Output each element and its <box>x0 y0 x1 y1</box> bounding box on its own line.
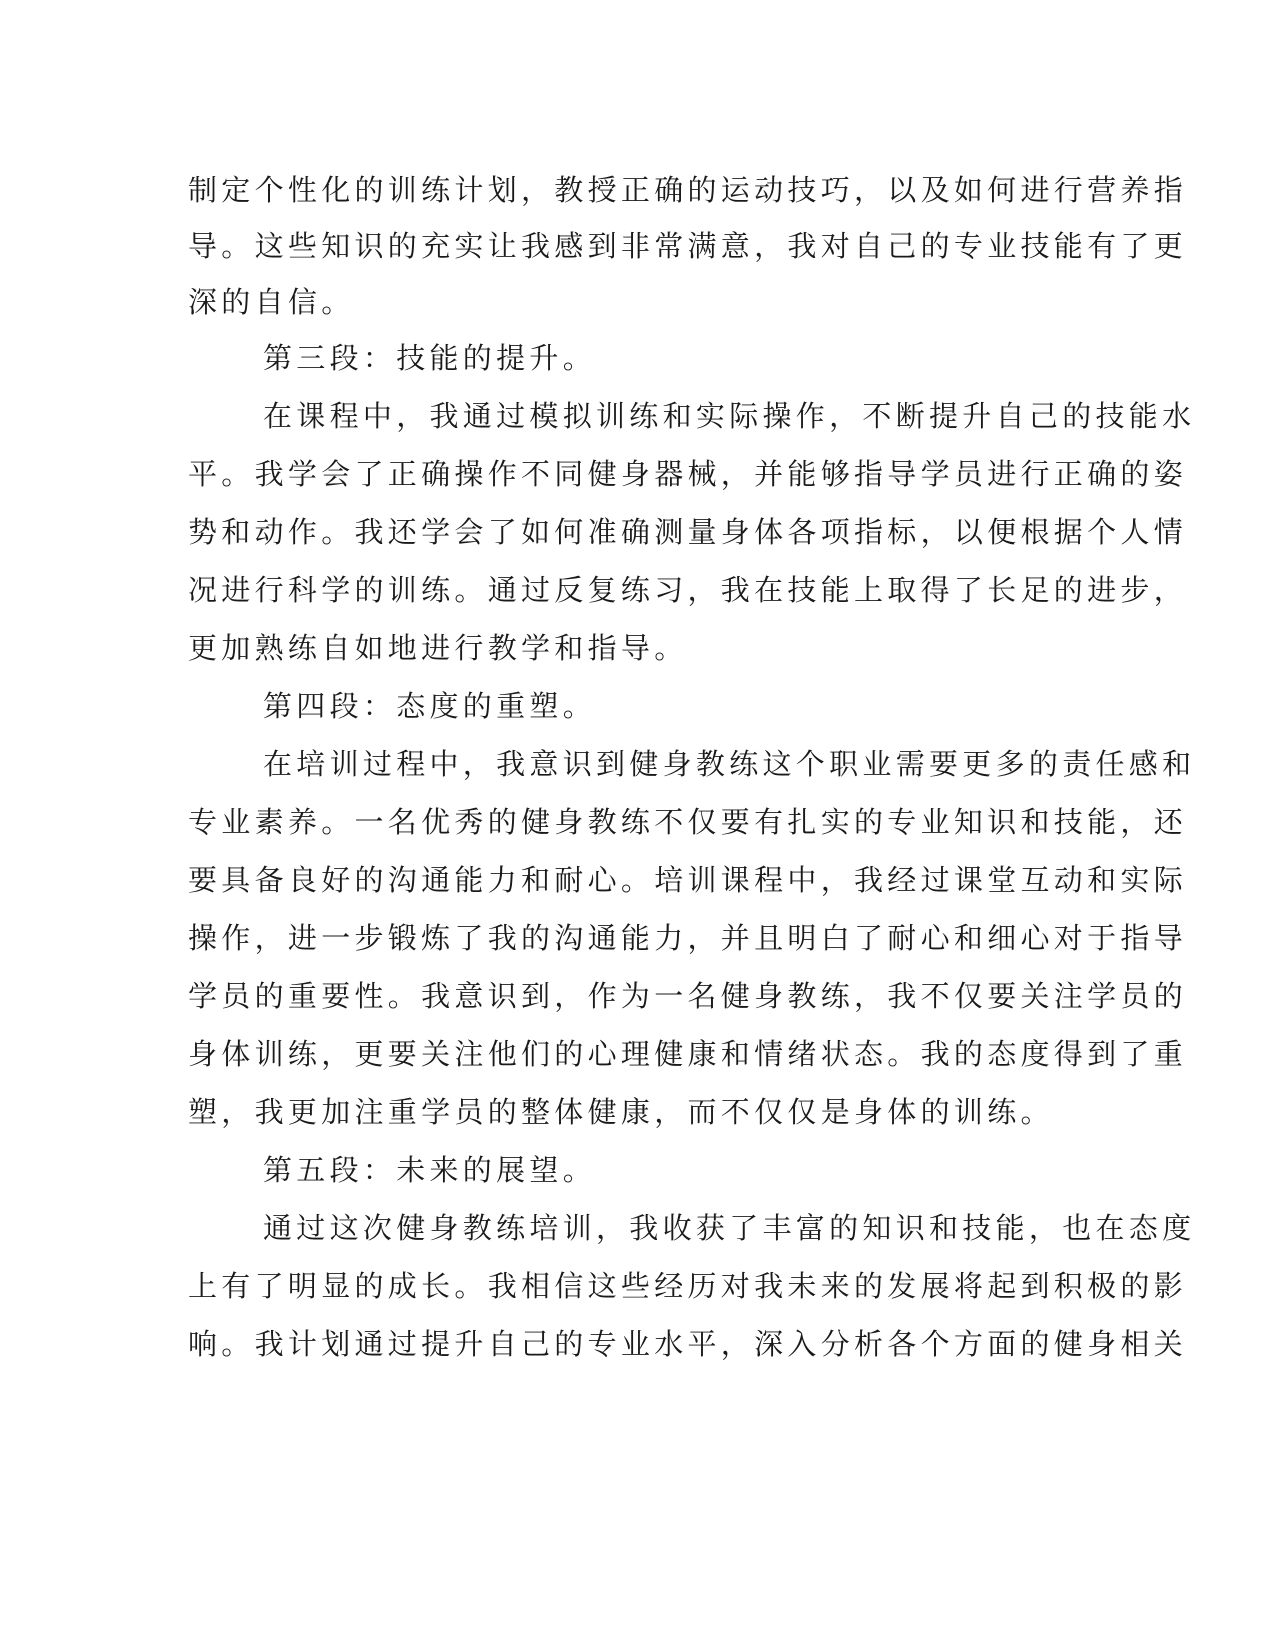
text-line: 势和动作。我还学会了如何准确测量身体各项指标，以便根据个人情 <box>188 515 1188 549</box>
text-line: 塑，我更加注重学员的整体健康，而不仅仅是身体的训练。 <box>188 1095 1054 1129</box>
text-line: 身体训练，更要关注他们的心理健康和情绪状态。我的态度得到了重 <box>188 1037 1188 1071</box>
text-line: 平。我学会了正确操作不同健身器械，并能够指导学员进行正确的姿 <box>188 457 1188 491</box>
text-line: 响。我计划通过提升自己的专业水平，深入分析各个方面的健身相关 <box>188 1327 1188 1361</box>
section-heading: 第五段：未来的展望。 <box>263 1153 597 1187</box>
text-line: 况进行科学的训练。通过反复练习，我在技能上取得了长足的进步， <box>188 573 1188 607</box>
text-line: 学员的重要性。我意识到，作为一名健身教练，我不仅要关注学员的 <box>188 979 1188 1013</box>
text-line: 更加熟练自如地进行教学和指导。 <box>188 631 688 665</box>
text-line: 操作，进一步锻炼了我的沟通能力，并且明白了耐心和细心对于指导 <box>188 921 1188 955</box>
text-line: 上有了明显的成长。我相信这些经历对我未来的发展将起到积极的影 <box>188 1269 1188 1303</box>
text-line: 在课程中，我通过模拟训练和实际操作，不断提升自己的技能水 <box>263 399 1196 433</box>
text-line: 制定个性化的训练计划，教授正确的运动技巧，以及如何进行营养指 <box>188 173 1188 207</box>
text-line: 专业素养。一名优秀的健身教练不仅要有扎实的专业知识和技能，还 <box>188 805 1188 839</box>
text-line: 导。这些知识的充实让我感到非常满意，我对自己的专业技能有了更 <box>188 229 1188 263</box>
section-heading: 第四段：态度的重塑。 <box>263 689 597 723</box>
section-heading: 第三段：技能的提升。 <box>263 341 597 375</box>
text-line: 通过这次健身教练培训，我收获了丰富的知识和技能，也在态度 <box>263 1211 1196 1245</box>
text-line: 深的自信。 <box>188 285 355 319</box>
text-line: 要具备良好的沟通能力和耐心。培训课程中，我经过课堂互动和实际 <box>188 863 1188 897</box>
text-line: 在培训过程中，我意识到健身教练这个职业需要更多的责任感和 <box>263 747 1196 781</box>
